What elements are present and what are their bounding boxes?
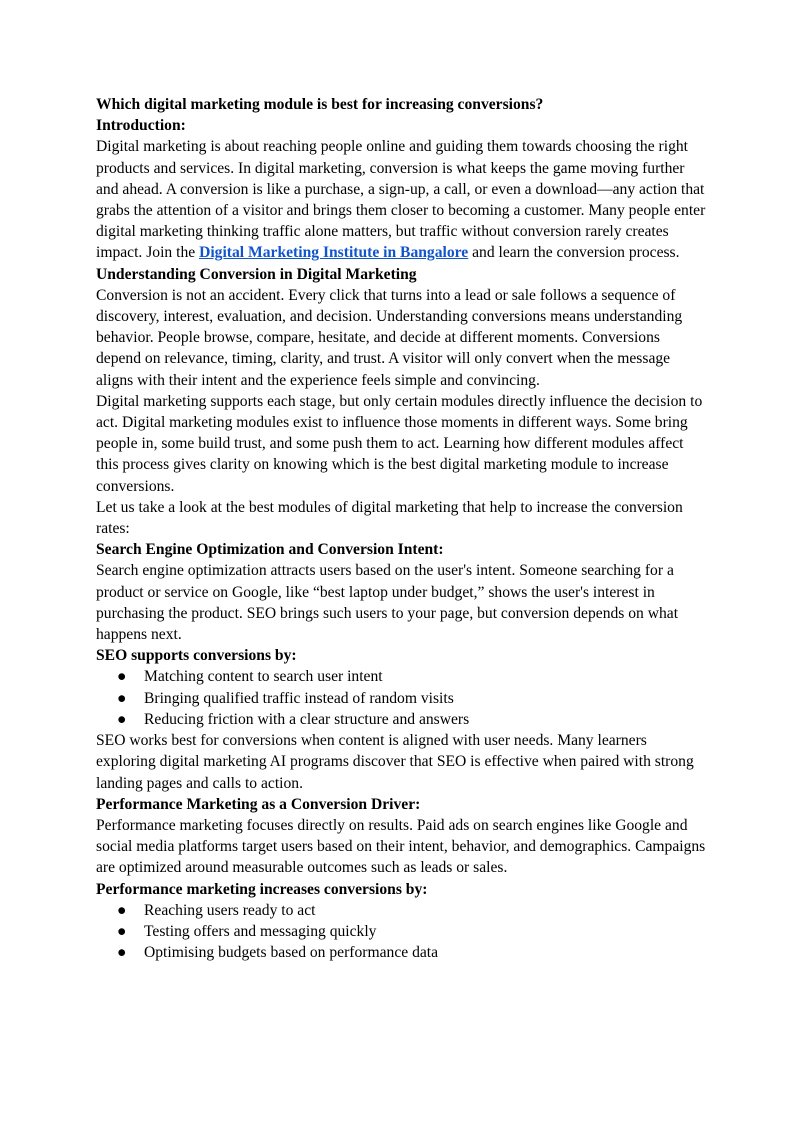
list-item-text: Reducing friction with a clear structure and answers <box>144 710 470 728</box>
list-item-text: Reaching users ready to act <box>144 901 316 919</box>
list-item <box>96 921 706 942</box>
list-item-text: Testing offers and messaging quickly <box>144 922 377 940</box>
intro-paragraph <box>96 136 706 263</box>
bullet-icon: ● <box>117 668 127 686</box>
list-item-text: Bringing qualified traffic instead of random visits <box>144 689 454 707</box>
list-item <box>96 666 706 687</box>
list-item <box>96 709 706 730</box>
bullet-icon: ● <box>117 901 127 919</box>
list-item <box>96 900 706 921</box>
seo-subheading: SEO supports conversions by: <box>96 647 297 665</box>
institute-link[interactable]: Digital Marketing Institute in Bangalore <box>199 244 469 262</box>
understanding-heading: Understanding Conversion in Digital Marketing <box>96 265 417 283</box>
performance-bullet-list <box>96 900 706 964</box>
intro-text-end: and learn the conversion process. <box>468 244 680 262</box>
understanding-paragraph-3: Let us take a look at the best modules of digital marketing that help to increase the conversion rates: <box>96 498 683 538</box>
seo-paragraph: Search engine optimization attracts users based on the user's intent. Someone searching for a product or service on Google, like “best laptop under budget,” shows the user's interest in purchasing the product. SEO brings such users to your page, but conversion depends on what happens next. <box>96 562 679 644</box>
seo-closing-paragraph: SEO works best for conversions when content is aligned with user needs. Many learners exploring digital marketing AI programs discover that SEO is effective when paired with strong landing pages and calls to action. <box>96 732 694 792</box>
performance-subheading: Performance marketing increases conversions by: <box>96 880 428 898</box>
bullet-icon: ● <box>117 689 127 707</box>
understanding-paragraph-2: Digital marketing supports each stage, but only certain modules directly influence the decision to act. Digital marketing modules exist to influence those moments in different ways. Some bring people in, some build trust, and some push them to act. Learning how different modules affect this process gives clarity on knowing which is the best digital marketing module to increase conversions. <box>96 392 703 495</box>
list-item-text: Matching content to search user intent <box>144 668 383 686</box>
list-item <box>96 942 706 963</box>
performance-paragraph: Performance marketing focuses directly on results. Paid ads on search engines like Google and social media platforms target users based on their intent, behavior, and demographics. Campaigns are optimized around measurable outcomes such as leads or sales. <box>96 816 706 877</box>
bullet-icon: ● <box>117 922 127 940</box>
seo-bullet-list <box>96 666 706 730</box>
seo-heading: Search Engine Optimization and Conversion Intent: <box>96 541 444 559</box>
list-item <box>96 688 706 709</box>
bullet-icon: ● <box>117 944 127 962</box>
performance-heading: Performance Marketing as a Conversion Driver: <box>96 795 421 813</box>
list-item-text: Optimising budgets based on performance data <box>144 944 439 962</box>
bullet-icon: ● <box>117 710 127 728</box>
document-title: Which digital marketing module is best for increasing conversions? <box>96 96 544 113</box>
understanding-paragraph-1: Conversion is not an accident. Every click that turns into a lead or sale follows a sequence of discovery, interest, evaluation, and decision. Understanding conversions means understanding behavior. People browse, compare, hesitate, and decide at different moments. Conversions depend on relevance, timing, clarity, and trust. A visitor will only convert when the message aligns with their intent and the experience feels simple and convincing. <box>96 286 683 389</box>
document-page <box>96 94 706 963</box>
intro-heading: Introduction: <box>96 117 186 135</box>
intro-text: Digital marketing is about reaching people online and guiding them towards choosing the right products and services. In digital marketing, conversion is what keeps the game moving further and ahead. A conversion is like a purchase, a sign-up, a call, or even a download—any action that grabs the attention of a visitor and brings them closer to becoming a customer. Many people enter digital marketing thinking traffic alone matters, but traffic without conversion rarely creates impact. Join the <box>96 138 706 262</box>
